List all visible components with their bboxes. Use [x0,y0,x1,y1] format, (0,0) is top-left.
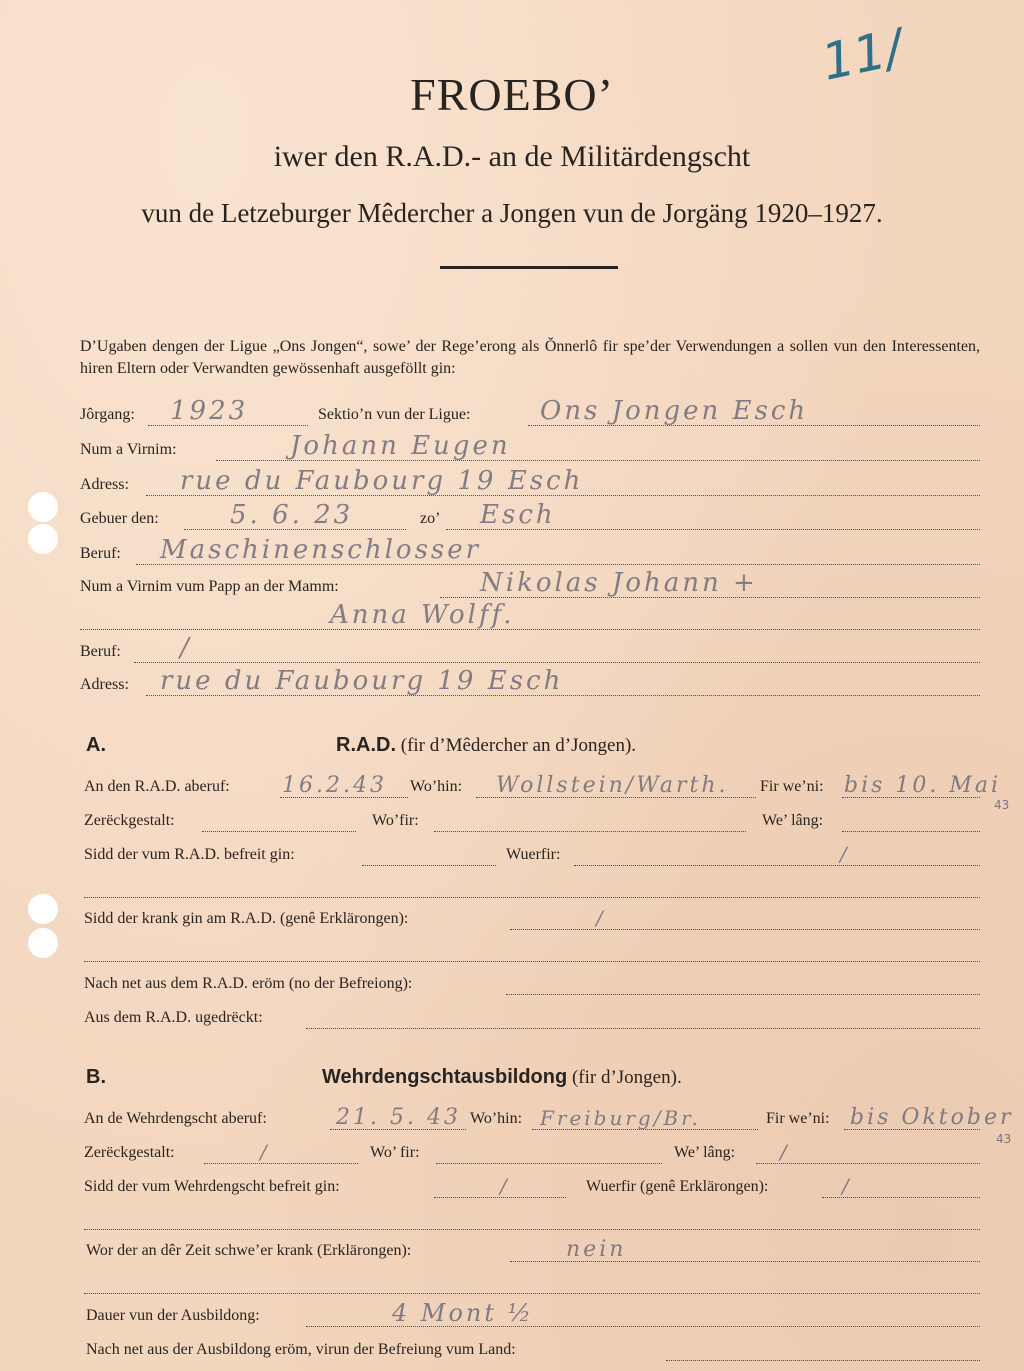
b-krank-value[interactable]: nein [566,1237,627,1262]
adress-eltern-value[interactable]: rue du Faubourg 19 Esch [160,666,564,696]
b-wohin-label: Wo’hin: [470,1110,523,1127]
a-firweni-label: Fir we’ni: [760,778,824,795]
section-b-title-rest: (fir d’Jongen). [567,1067,682,1088]
field-line [506,994,980,995]
beruf-eltern-label: Beruf: [80,643,121,660]
b-firweni-value[interactable]: bis Oktober [850,1105,1014,1130]
b-nach-label: Nach net aus der Ausbildong eröm, virun der Befreiung vum Land: [86,1341,516,1358]
section-b-letter: B. [86,1066,106,1088]
sektion-value[interactable]: Ons Jongen Esch [540,396,809,426]
a-ugedreckt-label: Aus dem R.A.D. ugedrëckt: [84,1009,263,1026]
a-firweni-value[interactable]: bis 10. Mai [844,773,1002,798]
row-b-krank [80,1237,980,1266]
row-a-befreit [80,842,980,870]
adress-value[interactable]: rue du Faubourg 19 Esch [180,466,584,496]
row-b-befreit [80,1174,980,1202]
eltern-value-2[interactable]: Anna Wolff. [330,600,515,630]
sektion-label: Sektio’n vun der Ligue: [318,406,471,423]
jorgang-value[interactable]: 1923 [170,396,249,426]
adress-eltern-label: Adress: [80,676,129,693]
adress-label: Adress: [80,476,129,493]
b-year-note: 43 [996,1132,1012,1146]
section-a-title-bold: R.A.D. [336,734,396,756]
field-line [204,1163,358,1164]
row-num [80,431,980,465]
row-jorgang [80,396,980,430]
field-line [134,662,980,663]
a-aberuf-label: An den R.A.D. aberuf: [84,778,230,795]
num-value[interactable]: Johann Eugen [290,431,511,461]
field-line [80,629,980,630]
form-subtitle-2: vun de Letzeburger Mêdercher a Jongen vun de Jorgäng 1920–1927. [141,198,883,228]
b-dauer-value[interactable]: 4 Mont ½ [392,1299,534,1327]
row-beruf [80,535,980,569]
row-b-zereck [80,1140,980,1168]
a-welang-label: We’ lâng: [762,812,824,829]
a-krank-label: Sidd der krank gin am R.A.D. (genê Erklärongen): [84,910,409,927]
a-zereck-label: Zerëckgestalt: [84,812,175,829]
field-line [666,1360,980,1361]
b-krank-label: Wor der an dêr Zeit schwe’er krank (Erklärongen): [86,1242,412,1259]
a-wofir-label: Wo’fir: [372,812,419,829]
field-line [84,1293,980,1294]
field-line [574,865,980,866]
b-befreit-label: Sidd der vum Wehrdengscht befreit gin: [84,1178,340,1195]
section-a-title [336,734,636,757]
section-a-letter: A. [86,734,106,756]
section-a-header [80,734,980,762]
a-befreit-label: Sidd der vum R.A.D. befreit gin: [84,846,295,863]
b-welang-value[interactable]: / [780,1140,790,1164]
b-wuerfir-label: Wuerfir (genê Erklärongen): [586,1178,769,1195]
a-wuerfir-value[interactable]: / [840,842,850,866]
jorgang-label: Jôrgang: [80,406,135,423]
row-a-krank [80,906,980,934]
row-a-aberuf [80,773,1002,802]
row-b-nach [80,1341,980,1365]
a-year-note: 43 [994,798,1010,812]
section-b-header [80,1066,980,1094]
row-adress [80,466,980,500]
section-b-title-bold: Wehrdengschtausbildong [322,1066,568,1088]
a-wuerfir-label: Wuerfir: [506,846,561,863]
row-a-zereck [80,812,980,836]
a-wohin-label: Wo’hin: [410,778,463,795]
eltern-label: Num a Virnim vum Papp an der Mamm: [80,578,339,595]
punch-hole [28,492,58,522]
field-line [306,1028,980,1029]
row-adress-eltern [80,666,980,700]
intro-text: D’Ugaben dengen der Ligue „Ons Jongen“, sowe’ der Rege’erong als Ǒnnerlô fir spe’der Verwendungen a sollen vun den Interessenten, hiren Eltern oder Verwandten gewössenhaft ausgeföllt gin: [80,338,980,377]
row-b-dauer [80,1299,980,1331]
zo-value[interactable]: Esch [480,500,556,530]
a-krank-value[interactable]: / [596,906,606,930]
field-line [84,961,980,962]
row-b-krank-cont [80,1274,980,1298]
title-rule [440,266,618,269]
punch-hole [28,524,58,554]
form-title: FROEBO’ [410,69,614,120]
field-line [84,897,980,898]
beruf-label: Beruf: [80,545,121,562]
a-nach-label: Nach net aus dem R.A.D. eröm (no der Befreiong): [84,975,413,992]
field-line [362,865,496,866]
punch-hole [28,894,58,924]
b-aberuf-value[interactable]: 21. 5. 43 [336,1105,461,1130]
row-eltern-cont [80,600,980,634]
a-wohin-value[interactable]: Wollstein/Warth. [496,773,729,798]
b-befreit-value[interactable]: / [500,1174,510,1198]
row-a-nach [80,975,980,999]
zo-label: zo’ [420,510,441,527]
row-a-krank-cont [80,942,980,966]
section-b-title [322,1066,682,1089]
eltern-value-1[interactable]: Nikolas Johann + [480,568,758,598]
field-line [84,1229,980,1230]
gebuer-label: Gebuer den: [80,510,159,527]
num-label: Num a Virnim: [80,441,177,458]
field-line [842,831,980,832]
b-dauer-label: Dauer vun der Ausbildong: [86,1307,260,1324]
field-line [202,831,356,832]
b-wofir-label: Wo’ fir: [370,1144,420,1161]
beruf-eltern-value[interactable]: / [180,633,192,663]
beruf-value[interactable]: Maschinenschlosser [160,535,482,565]
b-welang-label: We’ lâng: [674,1144,736,1161]
b-wohin-value[interactable]: Freiburg/Br. [540,1106,701,1130]
field-line [434,831,746,832]
b-zereck-value[interactable]: / [260,1140,270,1164]
page-number: 11/ [816,18,908,92]
row-b-befreit-cont [80,1210,980,1234]
b-aberuf-label: An de Wehrdengscht aberuf: [84,1110,267,1127]
field-line [436,1163,662,1164]
b-zereck-label: Zerëckgestalt: [84,1144,175,1161]
row-beruf-eltern [80,633,980,667]
punch-hole [28,928,58,958]
b-firweni-label: Fir we’ni: [766,1110,830,1127]
gebuer-value[interactable]: 5. 6. 23 [230,500,354,530]
form-subtitle: iwer den R.A.D.- an de Militärdengscht [273,140,751,173]
row-eltern [80,568,980,602]
a-aberuf-value[interactable]: 16.2.43 [282,773,387,798]
section-a-title-rest: (fir d’Mêdercher an d’Jongen). [396,735,637,756]
row-a-befreit-cont [80,878,980,902]
row-a-ugedreckt [80,1009,980,1033]
row-gebuer [80,500,980,534]
field-line [510,929,980,930]
row-b-aberuf [80,1105,1014,1134]
b-wuerfir-value[interactable]: / [842,1174,852,1198]
